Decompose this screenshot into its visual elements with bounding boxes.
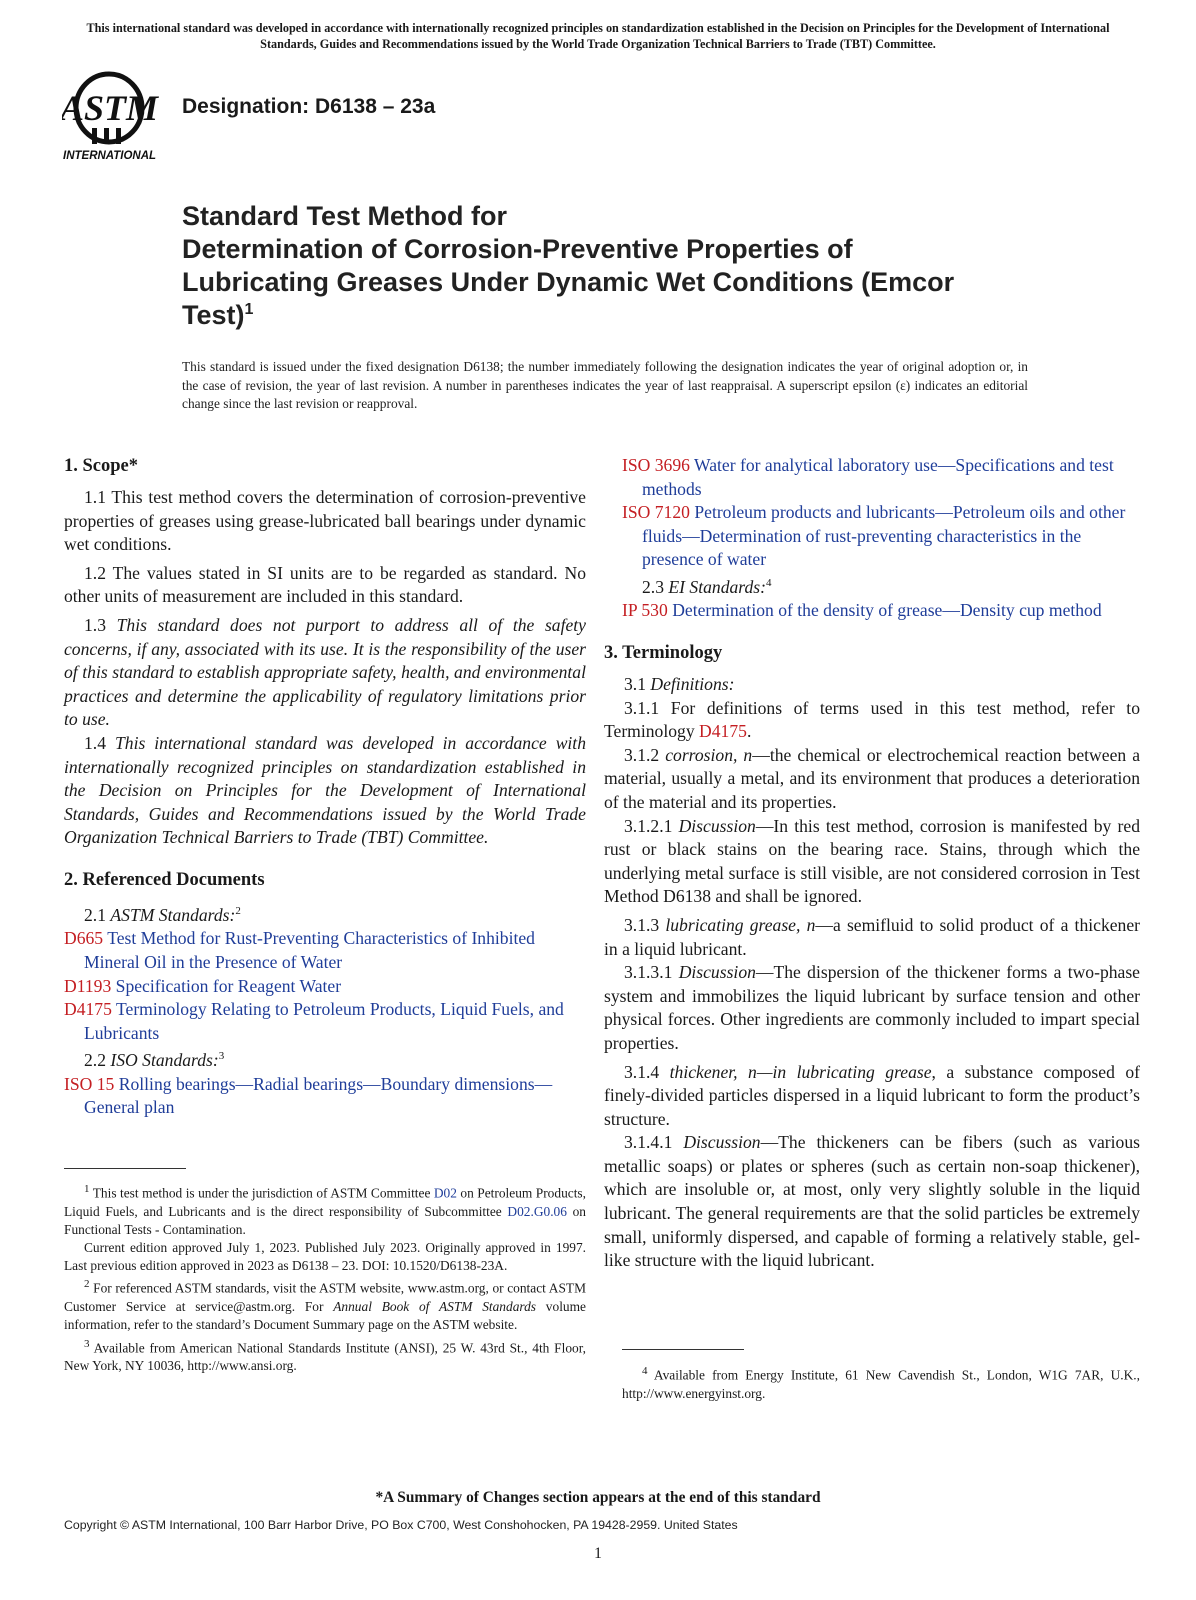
term-3-1-3: 3.1.3 lubricating grease, n—a semifluid to solid product of a thickener in a liquid lubricant. [604, 914, 1141, 959]
document-title [182, 200, 1042, 332]
astm-standards-label: 2.1 ASTM Standards:$^2$ [84, 904, 241, 925]
designation: Designation: D6138 – 23a [182, 95, 436, 118]
footnote-divider [64, 1168, 186, 1169]
wto-notice: This international standard was developed in accordance with internationally recognized principles on standardization established in the Decision on Principles for the Development of International Standards, Guides and Recommendations issued by the World Trade Organization Technical Barriers to Trade (TBT) Committee. [86, 21, 1110, 51]
footnote-divider [622, 1349, 744, 1350]
svg-text:INTERNATIONAL: INTERNATIONAL [63, 150, 157, 162]
term-3-1-4-1: 3.1.4.1 Discussion—The thickeners can be fibers (such as various metallic soaps) or plates or spheres (such as certain non-soap thickener), which are insoluble or, at most, only very slightly soluble in the liquid lubricant. The general requirements are that the solid particles be extremely small, uniformly dispersed, and capable of forming a relatively stable, gel-like structure with the liquid lubricant. [604, 1132, 1140, 1271]
scope-heading: 1. Scope* [64, 456, 138, 476]
title-line: Determination of Corrosion-Preventive Properties of [182, 234, 853, 264]
footnote-4: $^4$ Available from Energy Institute, 61 New Cavendish St., London, W1G 7AR, U.K., http://www.energyinst.org. [622, 1365, 1141, 1401]
footnote-3: $^3$ Available from American National Standards Institute (ANSI), 25 W. 43rd St., 4th Floor, New York, NY 10036, http://www.ansi.org. [64, 1337, 586, 1374]
refdocs-heading: 2. Referenced Documents [64, 869, 265, 890]
scope-1-3: 1.3 This standard does not purport to address all of the safety concerns, if any, associated with its use. It is the responsibility of the user of this standard to establish appropriate safety, health, and environmental practices and determine the applicability of regulatory limitations prior to use. [64, 614, 586, 730]
term-3-1-4: 3.1.4 thickener, n—in lubricating grease, a substance composed of finely-divided particles dispersed in a liquid lubricant to form the product’s structure. [604, 1061, 1140, 1129]
astm-logo [62, 68, 170, 164]
footnotes-right [622, 1362, 1140, 1403]
title-line: Test)$^1$ [182, 300, 254, 330]
footnotes-left [64, 1180, 586, 1375]
ei-standards-label: 2.3 EI Standards:$^4$ [642, 576, 772, 597]
footnote-1-edition: Current edition approved July 1, 2023. Published July 2023. Originally approved in 1997. Last previous edition approved in 2023 as D6138 – 23. DOI: 10.1520/D6138-23A. [64, 1240, 586, 1274]
ref-item[interactable]: IP 530 Determination of the density of grease—Density cup method [622, 600, 1102, 621]
term-3-1: 3.1 Definitions: [624, 674, 735, 695]
ref-item[interactable]: ISO 15 Rolling bearings—Radial bearings—Boundary dimensions—General plan [64, 1073, 553, 1118]
svg-text:ASTM: ASTM [62, 88, 159, 128]
committee-link[interactable]: D02 [433, 1185, 457, 1201]
subcommittee-link[interactable]: D02.G0.06 [507, 1203, 567, 1219]
copyright: Copyright © ASTM International, 100 Barr Harbor Drive, PO Box C700, West Conshohocken, PA 19428-2959. United States [64, 1518, 738, 1532]
summary-of-changes-note: *A Summary of Changes section appears at the end of this standard [375, 1489, 821, 1506]
footnote-1: $^1$ This test method is under the jurisdiction of ASTM Committee D02 on Petroleum Products, Liquid Fuels, and Lubricants and is the direct responsibility of Subcommittee D02.G0.06 on Functional Tests - Contamination. [64, 1183, 586, 1237]
ref-item[interactable]: ISO 7120 Petroleum products and lubricants—Petroleum oils and other fluids—Determination of rust-preventing characteristics in the presence of water [622, 502, 1126, 570]
issue-note: This standard is issued under the fixed designation D6138; the number immediately following the designation indicates the year of original adoption or, in the case of revision, the year of last revision. A number in parentheses indicates the year of last reappraisal. A superscript epsilon (ε) indicates an editorial change since the last revision or reapproval. [182, 359, 1028, 411]
footnote-2: $^2$ For referenced ASTM standards, visit the ASTM website, www.astm.org, or contact ASTM Customer Service at service@astm.org. For Annual Book of ASTM Standards volume information, refer to the standard’s Document Summary page on the ASTM website. [64, 1278, 586, 1333]
term-3-1-2-1: 3.1.2.1 Discussion—In this test method, corrosion is manifested by red rust or black stains on the bearing race. Stains, through which the underlying metal surface is still visible, are not considered corrosion in Test Method D6138 and shall be ignored. [604, 815, 1140, 907]
left-column [64, 454, 586, 1120]
ref-item[interactable]: D4175 Terminology Relating to Petroleum Products, Liquid Fuels, and Lubricants [64, 999, 564, 1043]
ref-item[interactable]: ISO 3696 Water for analytical laboratory use—Specifications and test methods [622, 455, 1114, 499]
title-line: Lubricating Greases Under Dynamic Wet Conditions (Emcor [182, 267, 955, 297]
title-footnote-mark[interactable]: 1 [244, 301, 254, 318]
right-column [604, 454, 1141, 1273]
scope-1-2: 1.2 The values stated in SI units are to be regarded as standard. No other units of measurement are included in this standard. [64, 562, 586, 607]
page-number: 1 [594, 1545, 602, 1562]
scope-1-1: 1.1 This test method covers the determination of corrosion-preventive properties of greases using grease-lubricated ball bearings under dynamic wet conditions. [64, 487, 586, 555]
term-3-1-2: 3.1.2 corrosion, n—the chemical or electrochemical reaction between a material, usually a metal, and its environment that produces a deterioration of the material and its properties. [604, 744, 1141, 812]
ref-item[interactable]: D665 Test Method for Rust-Preventing Characteristics of Inhibited Mineral Oil in the Presence of Water [64, 928, 535, 972]
terminology-heading: 3. Terminology [604, 643, 723, 664]
scope-1-4: 1.4 This international standard was developed in accordance with internationally recognized principles on standardization established in the Decision on Principles for the Development of International Standards, Guides and Recommendations issued by the World Trade Organization Technical Barriers to Trade (TBT) Committee. [64, 732, 586, 848]
ref-item[interactable]: D1193 Specification for Reagent Water [64, 975, 342, 996]
term-3-1-3-1: 3.1.3.1 Discussion—The dispersion of the thickener forms a two-phase system and immobilizes the liquid lubricant by surface tension and other physical forces. Other ingredients are commonly included to impart special properties. [604, 962, 1140, 1053]
title-line: Standard Test Method for [182, 201, 508, 231]
astm-logo-icon [62, 68, 170, 164]
iso-standards-label: 2.2 ISO Standards:$^3$ [84, 1050, 225, 1071]
term-3-1-1: 3.1.1 For definitions of terms used in this test method, refer to Terminology D4175. [604, 697, 1140, 742]
d4175-link[interactable]: D4175 [699, 721, 747, 742]
